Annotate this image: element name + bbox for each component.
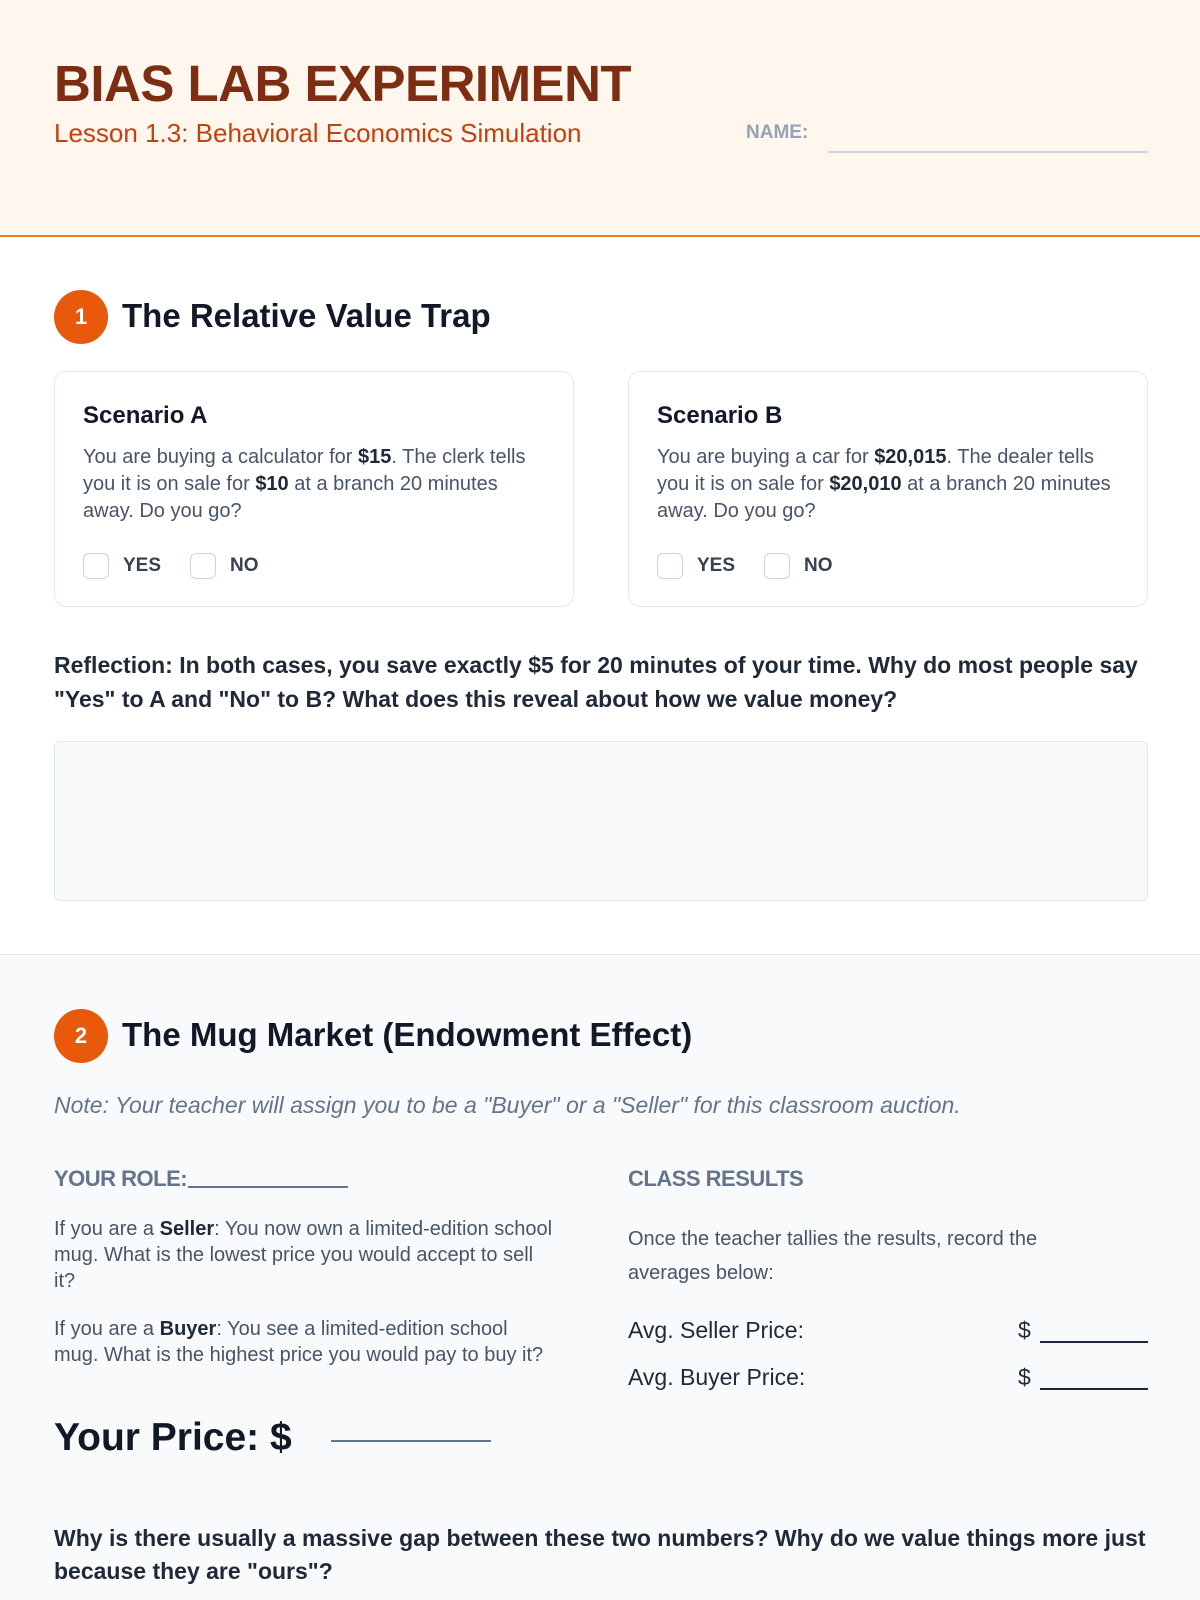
class-results-label: CLASS RESULTS (628, 1166, 804, 1191)
scenario-a-card (54, 371, 574, 607)
scenario-b-no-label: NO (804, 555, 833, 576)
scenario-b-title: Scenario B (657, 402, 783, 429)
reflection-question: Reflection: In both cases, you save exactly $5 for 20 minutes of your time. Why do most people say "Yes" to A and "No" to B? What does this reveal about how we value money? (54, 652, 1138, 712)
scenario-b-no-option[interactable] (764, 553, 833, 579)
scenario-a-no-option[interactable] (190, 553, 259, 579)
avg-seller-price-row (628, 1317, 1148, 1347)
scenario-a-no-label: NO (230, 555, 259, 576)
worksheet-header (0, 0, 1200, 237)
scenario-a-title: Scenario A (83, 402, 208, 429)
name-field[interactable] (828, 151, 1148, 153)
auction-note: Note: Your teacher will assign you to be a "Buyer" or a "Seller" for this classroom auction. (54, 1092, 961, 1118)
scenario-a-yes-option[interactable] (83, 553, 161, 579)
avg-seller-price-label: Avg. Seller Price: (628, 1317, 804, 1343)
avg-buyer-dollar-sign: $ (1018, 1364, 1031, 1390)
name-label: NAME: (746, 122, 809, 143)
avg-buyer-price-row (628, 1364, 1148, 1394)
your-price-field[interactable] (331, 1440, 491, 1442)
scenario-b-yes-option[interactable] (657, 553, 735, 579)
scenario-b-yes-checkbox[interactable] (657, 553, 683, 579)
avg-seller-dollar-sign: $ (1018, 1317, 1031, 1343)
scenario-a-text: You are buying a calculator for $15. The clerk tells you it is on sale for $10 at a branch 20 minutes away. Do you go? (83, 446, 526, 522)
scenario-b-card (628, 371, 1148, 607)
page-subtitle: Lesson 1.3: Behavioral Economics Simulation (54, 118, 582, 148)
scenario-a-yes-checkbox[interactable] (83, 553, 109, 579)
your-price-label: Your Price: $ (54, 1416, 292, 1459)
scenario-b-text: You are buying a car for $20,015. The dealer tells you it is on sale for $20,010 at a branch 20 minutes away. Do you go? (657, 446, 1111, 522)
endowment-question: Why is there usually a massive gap between these two numbers? Why do we value things more just because they are "ours"? (54, 1525, 1146, 1584)
section-2-title: The Mug Market (Endowment Effect) (122, 1016, 693, 1053)
scenario-b-no-checkbox[interactable] (764, 553, 790, 579)
scenario-a-no-checkbox[interactable] (190, 553, 216, 579)
section-1-title: The Relative Value Trap (122, 297, 491, 334)
your-role-label: YOUR ROLE: (54, 1166, 188, 1191)
page-title: BIAS LAB EXPERIMENT (54, 55, 632, 112)
seller-instructions: If you are a Seller: You now own a limited-edition school mug. What is the lowest price you would accept to sell it? (54, 1218, 553, 1292)
avg-buyer-price-label: Avg. Buyer Price: (628, 1364, 806, 1390)
reflection-answer-box[interactable] (54, 741, 1148, 901)
scenario-a-yes-label: YES (123, 555, 162, 576)
buyer-instructions: If you are a Buyer: You see a limited-edition school mug. What is the highest price you would pay to buy it? (54, 1318, 544, 1366)
section-1-badge: 1 (54, 290, 108, 344)
scenario-b-yes-label: YES (697, 555, 736, 576)
avg-buyer-price-field[interactable] (1040, 1388, 1148, 1390)
your-role-field[interactable] (188, 1186, 348, 1188)
section-2-badge: 2 (54, 1009, 108, 1063)
avg-seller-price-field[interactable] (1040, 1341, 1148, 1343)
class-results-instructions: Once the teacher tallies the results, record the averages below: (628, 1228, 1038, 1284)
